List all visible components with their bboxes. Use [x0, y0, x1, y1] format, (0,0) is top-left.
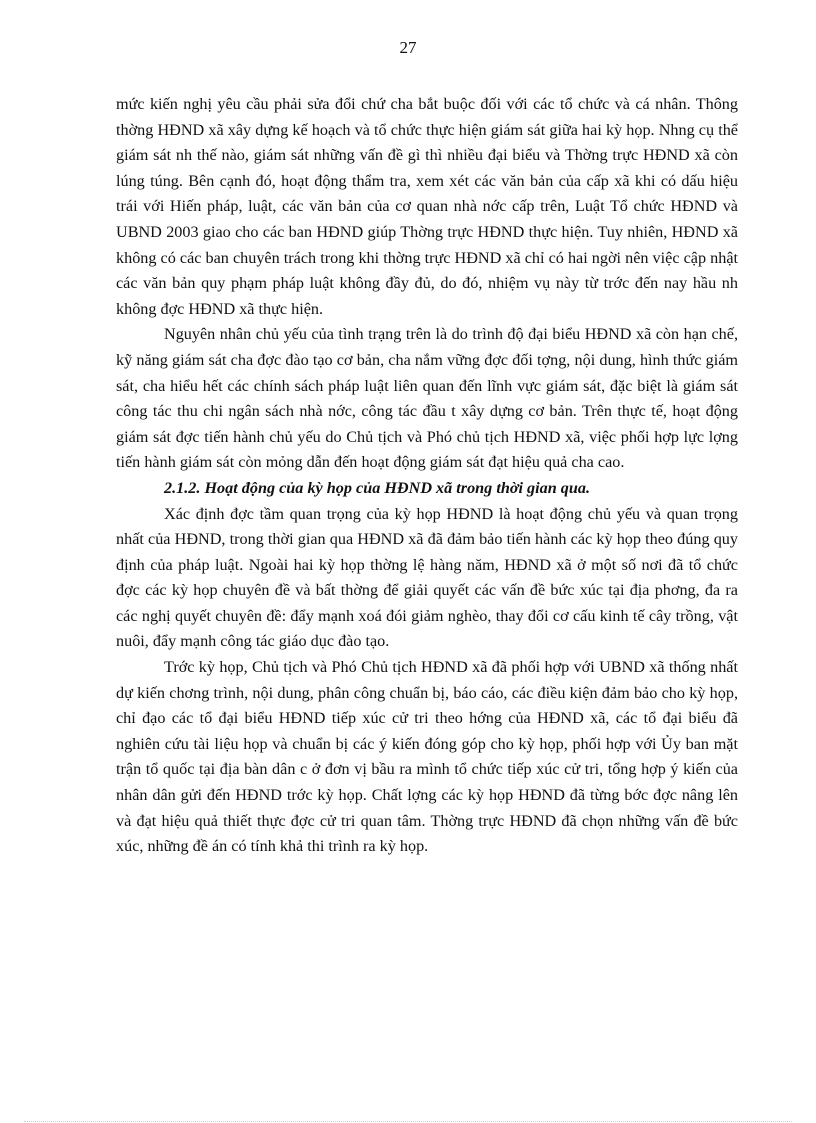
paragraph-causes: Nguyên nhân chủ yếu của tình trạng trên là do trình độ đại biểu HĐND xã còn hạn chế, kỹ năng giám sát cha đợc đào tạo cơ bản, cha nắm vững đợc đối tợng, nội dung, hình thức giám sát, cha hiểu hết các chính sách pháp luật liên quan đến lĩnh vực giám sát, đặc biệt là giám sát công tác thu chi ngân sách nhà nớc, công tác đầu t xây dựng cơ bản. Trên thực tế, hoạt động giám sát đợc tiến hành chủ yếu do Chủ tịch và Phó chủ tịch HĐND xã, việc phối hợp lực lợng tiến hành giám sát còn mỏng dẫn đến hoạt động giám sát đạt hiệu quả cha cao. [116, 325, 738, 472]
paragraph-session-importance: Xác định đợc tầm quan trọng của kỳ họp HĐND là hoạt động chủ yếu và quan trọng nhất của HĐND, trong thời gian qua HĐND xã đã đảm bảo tiến hành các kỳ họp theo đúng quy định của pháp luật. Ngoài hai kỳ họp thờng lệ hàng năm, HĐND xã ở một số nơi đã tổ chức đợc các kỳ họp chuyên đề và bất thờng để giải quyết các vấn đề bức xúc tại địa phơng, đa ra các nghị quyết chuyên đề: đẩy mạnh xoá đói giảm nghèo, thay đổi cơ cấu kinh tế cây trồng, vật nuôi, đẩy mạnh công tác giáo dục đào tạo. [116, 504, 738, 651]
paragraph-before-session: Trớc kỳ họp, Chủ tịch và Phó Chủ tịch HĐND xã đã phối hợp với UBND xã thống nhất dự kiến chơng trình, nội dung, phân công chuẩn bị, báo cáo, các điều kiện đảm bảo cho kỳ họp, chỉ đạo các tổ đại biểu HĐND tiếp xúc cử tri theo hớng của HĐND xã, các tổ đại biểu đã nghiên cứu tài liệu họp và chuẩn bị các ý kiến đóng góp cho kỳ họp, phối hợp với Ủy ban mặt trận tổ quốc tại địa bàn dân c ở đơn vị bầu ra mình tổ chức tiếp xúc cử tri, tổng hợp ý kiến của nhân dân gửi đến HĐND trớc kỳ họp. Chất lợng các kỳ họp HĐND đã từng bớc đợc nâng lên và đạt hiệu quả thiết thực đợc cử tri quan tâm. Thờng trực HĐND đã chọn những vấn đề bức xúc, những đề án có tính khả thi trình ra kỳ họp. [116, 658, 738, 856]
body-text [116, 92, 738, 860]
page-number: 27 [399, 38, 417, 57]
paragraph-continued: mức kiến nghị yêu cầu phải sửa đổi chứ cha bắt buộc đối với các tổ chức và cá nhân. Thông thờng HĐND xã xây dựng kế hoạch và tổ chức thực hiện giám sát giữa hai kỳ họp. Nhng cụ thể giám sát nh thế nào, giám sát những vấn đề gì thì nhiều đại biểu và Thờng trực HĐND xã còn lúng túng. Bên cạnh đó, hoạt động thẩm tra, xem xét các văn bản của cấp xã khi có dấu hiệu trái với Hiến pháp, luật, các văn bản của cơ quan nhà nớc cấp trên, Luật Tổ chức HĐND và UBND 2003 giao cho các ban HĐND giúp Thờng trực HĐND thực hiện. Tuy nhiên, HĐND xã không có các ban chuyên trách trong khi thờng trực HĐND xã chỉ có hai ngời nên việc cập nhật các văn bản quy phạm pháp luật không đầy đủ, do đó, nhiệm vụ này từ trớc đến nay hầu nh không đợc HĐND xã thực hiện. [116, 95, 738, 318]
section-heading-2-1-2: 2.1.2. Hoạt động của kỳ họp của HĐND xã trong thời gian qua. [164, 478, 591, 497]
page-bottom-divider [24, 1121, 792, 1122]
